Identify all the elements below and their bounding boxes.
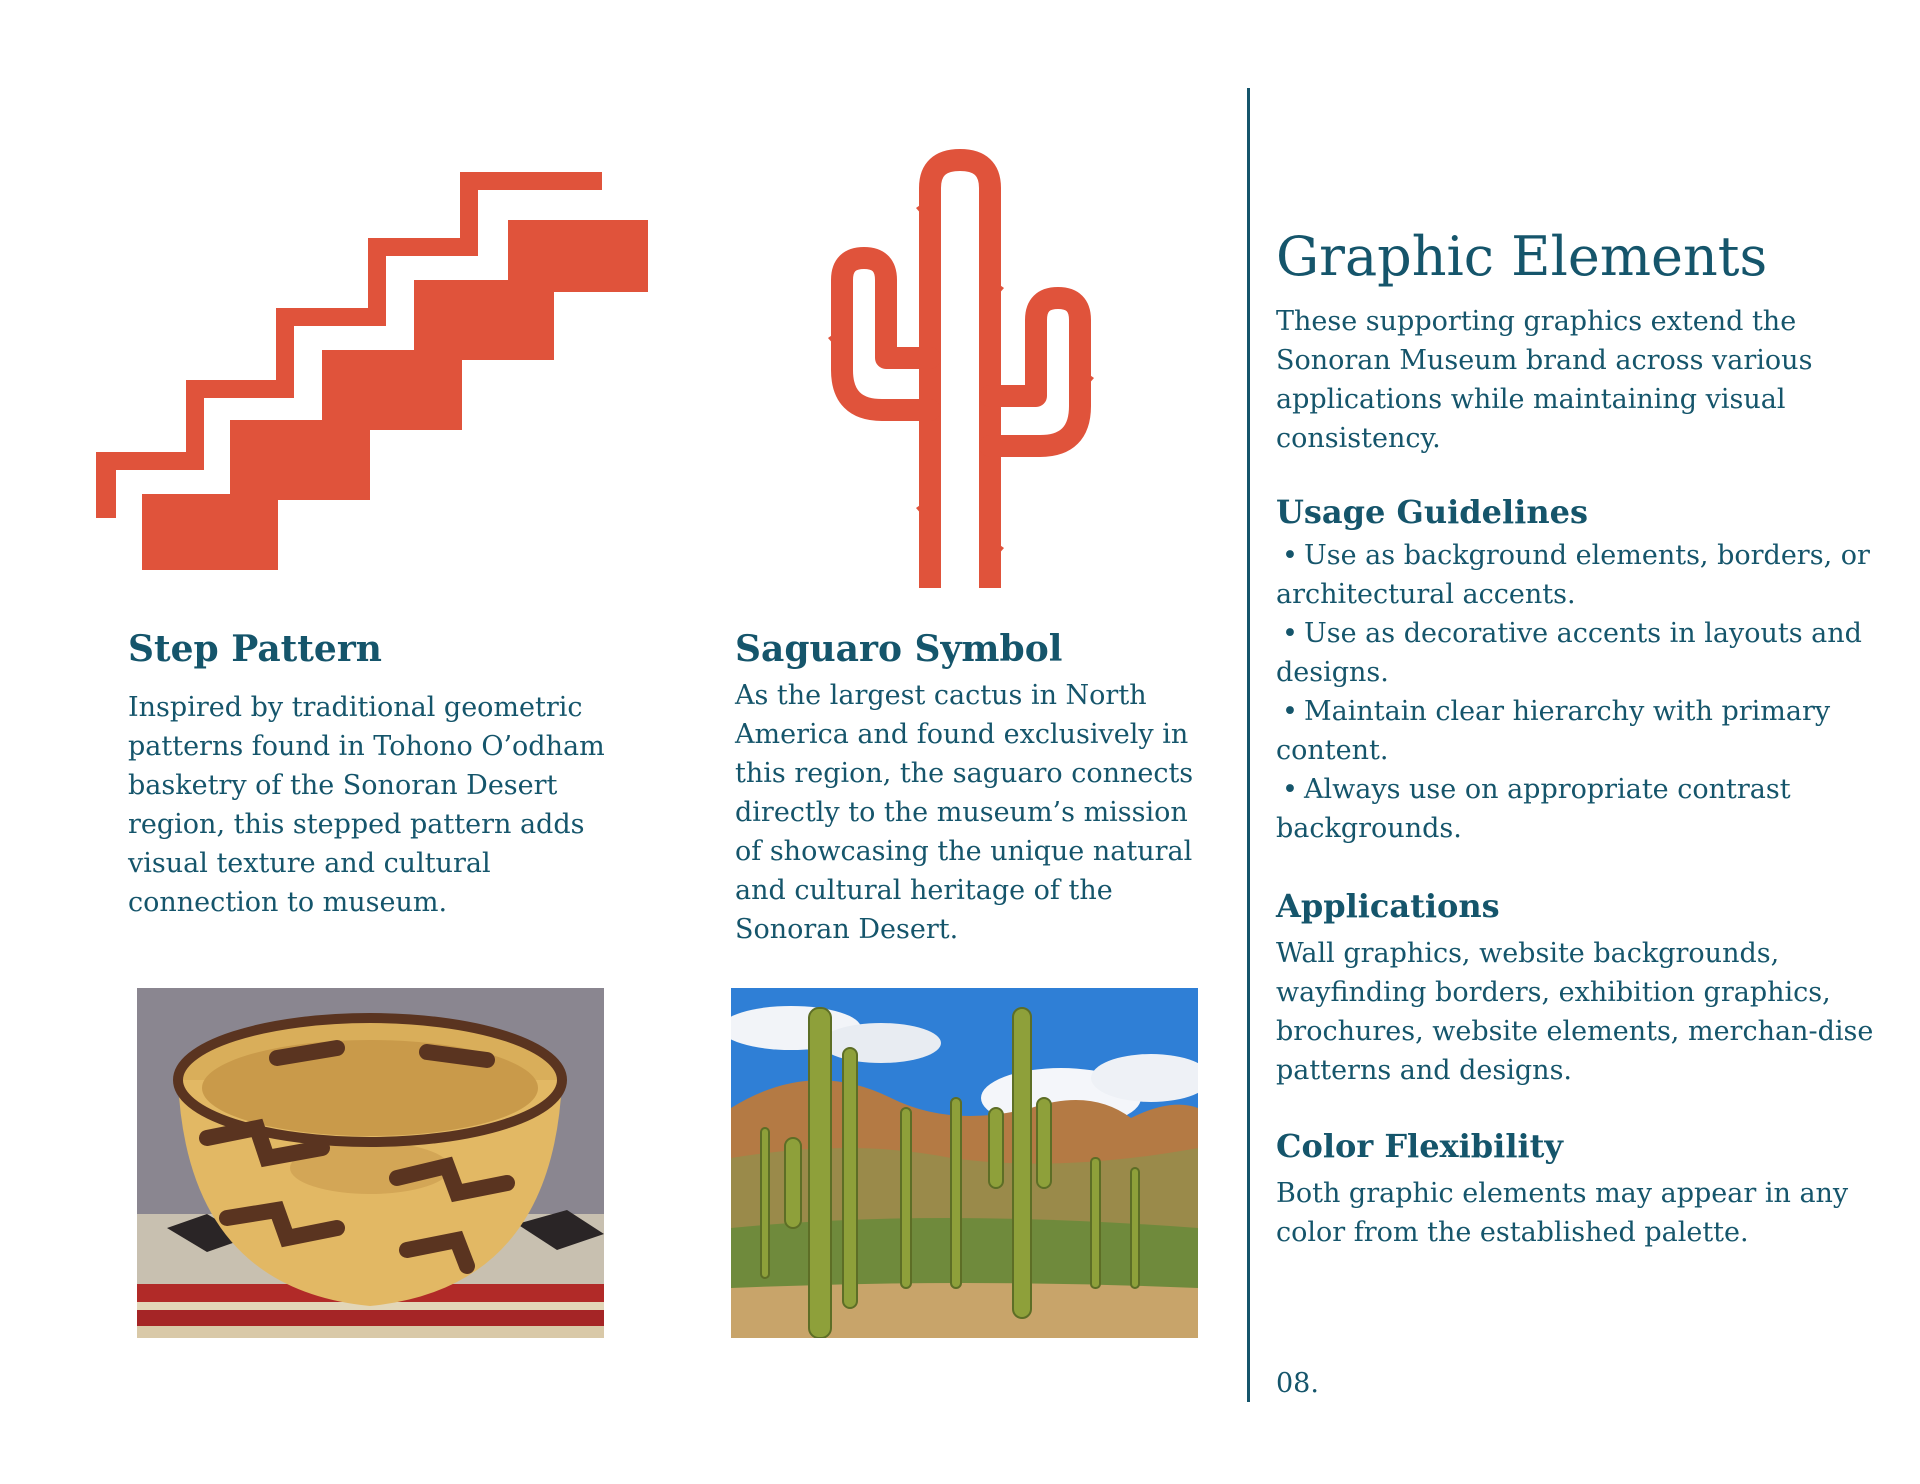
applications-text: Wall graphics, website backgrounds, wayfinding borders, exhibition graphics, brochures, website elements, merchan-dise patterns and designs. — [1276, 938, 1874, 1086]
step-pattern-description: Inspired by traditional geometric patterns found in Tohono O’odham basketry of the Sonoran Desert region, this stepped pattern adds visual texture and cultural connection to museum. — [128, 692, 605, 918]
list-item-text: Use as background elements, borders, or architectural accents. — [1276, 540, 1870, 610]
saguaro-symbol-description: As the largest cactus in North America and found exclusively in this region, the saguaro connects directly to the museum’s mission of showcasing the unique natural and cultural heritage of the Sonoran Desert. — [735, 680, 1194, 945]
column-divider — [1247, 88, 1250, 1402]
bullet-marker: • — [1282, 540, 1298, 571]
list-item — [1276, 770, 1876, 848]
right-column — [1276, 222, 1876, 1252]
woven-basket-photo — [137, 988, 604, 1338]
step-pattern-icon — [90, 170, 660, 570]
saguaro-symbol-title: Saguaro Symbol — [735, 628, 1063, 670]
list-item — [1276, 692, 1876, 770]
list-item-text: Use as decorative accents in layouts and designs. — [1276, 618, 1862, 688]
saguaro-desert-photo — [731, 988, 1198, 1338]
bullet-marker: • — [1282, 774, 1298, 805]
bullet-marker: • — [1282, 618, 1298, 649]
list-item-text: Maintain clear hierarchy with primary content. — [1276, 696, 1831, 766]
step-pattern-title: Step Pattern — [128, 628, 382, 670]
list-item — [1276, 536, 1876, 614]
color-flexibility-heading: Color Flexibility — [1276, 1127, 1563, 1165]
list-item — [1276, 614, 1876, 692]
color-flexibility-text: Both graphic elements may appear in any color from the established palette. — [1276, 1178, 1849, 1248]
list-item-text: Always use on appropriate contrast backgrounds. — [1276, 774, 1791, 844]
saguaro-cactus-icon — [812, 148, 1132, 588]
usage-guidelines-list — [1276, 536, 1876, 848]
intro-text: These supporting graphics extend the Sonoran Museum brand across various applications while maintaining visual consistency. — [1276, 306, 1813, 454]
bullet-marker: • — [1282, 696, 1298, 727]
applications-heading: Applications — [1276, 887, 1500, 925]
usage-guidelines-heading: Usage Guidelines — [1276, 493, 1588, 531]
page-number: 08. — [1276, 1368, 1319, 1399]
page-title: Graphic Elements — [1276, 225, 1768, 288]
